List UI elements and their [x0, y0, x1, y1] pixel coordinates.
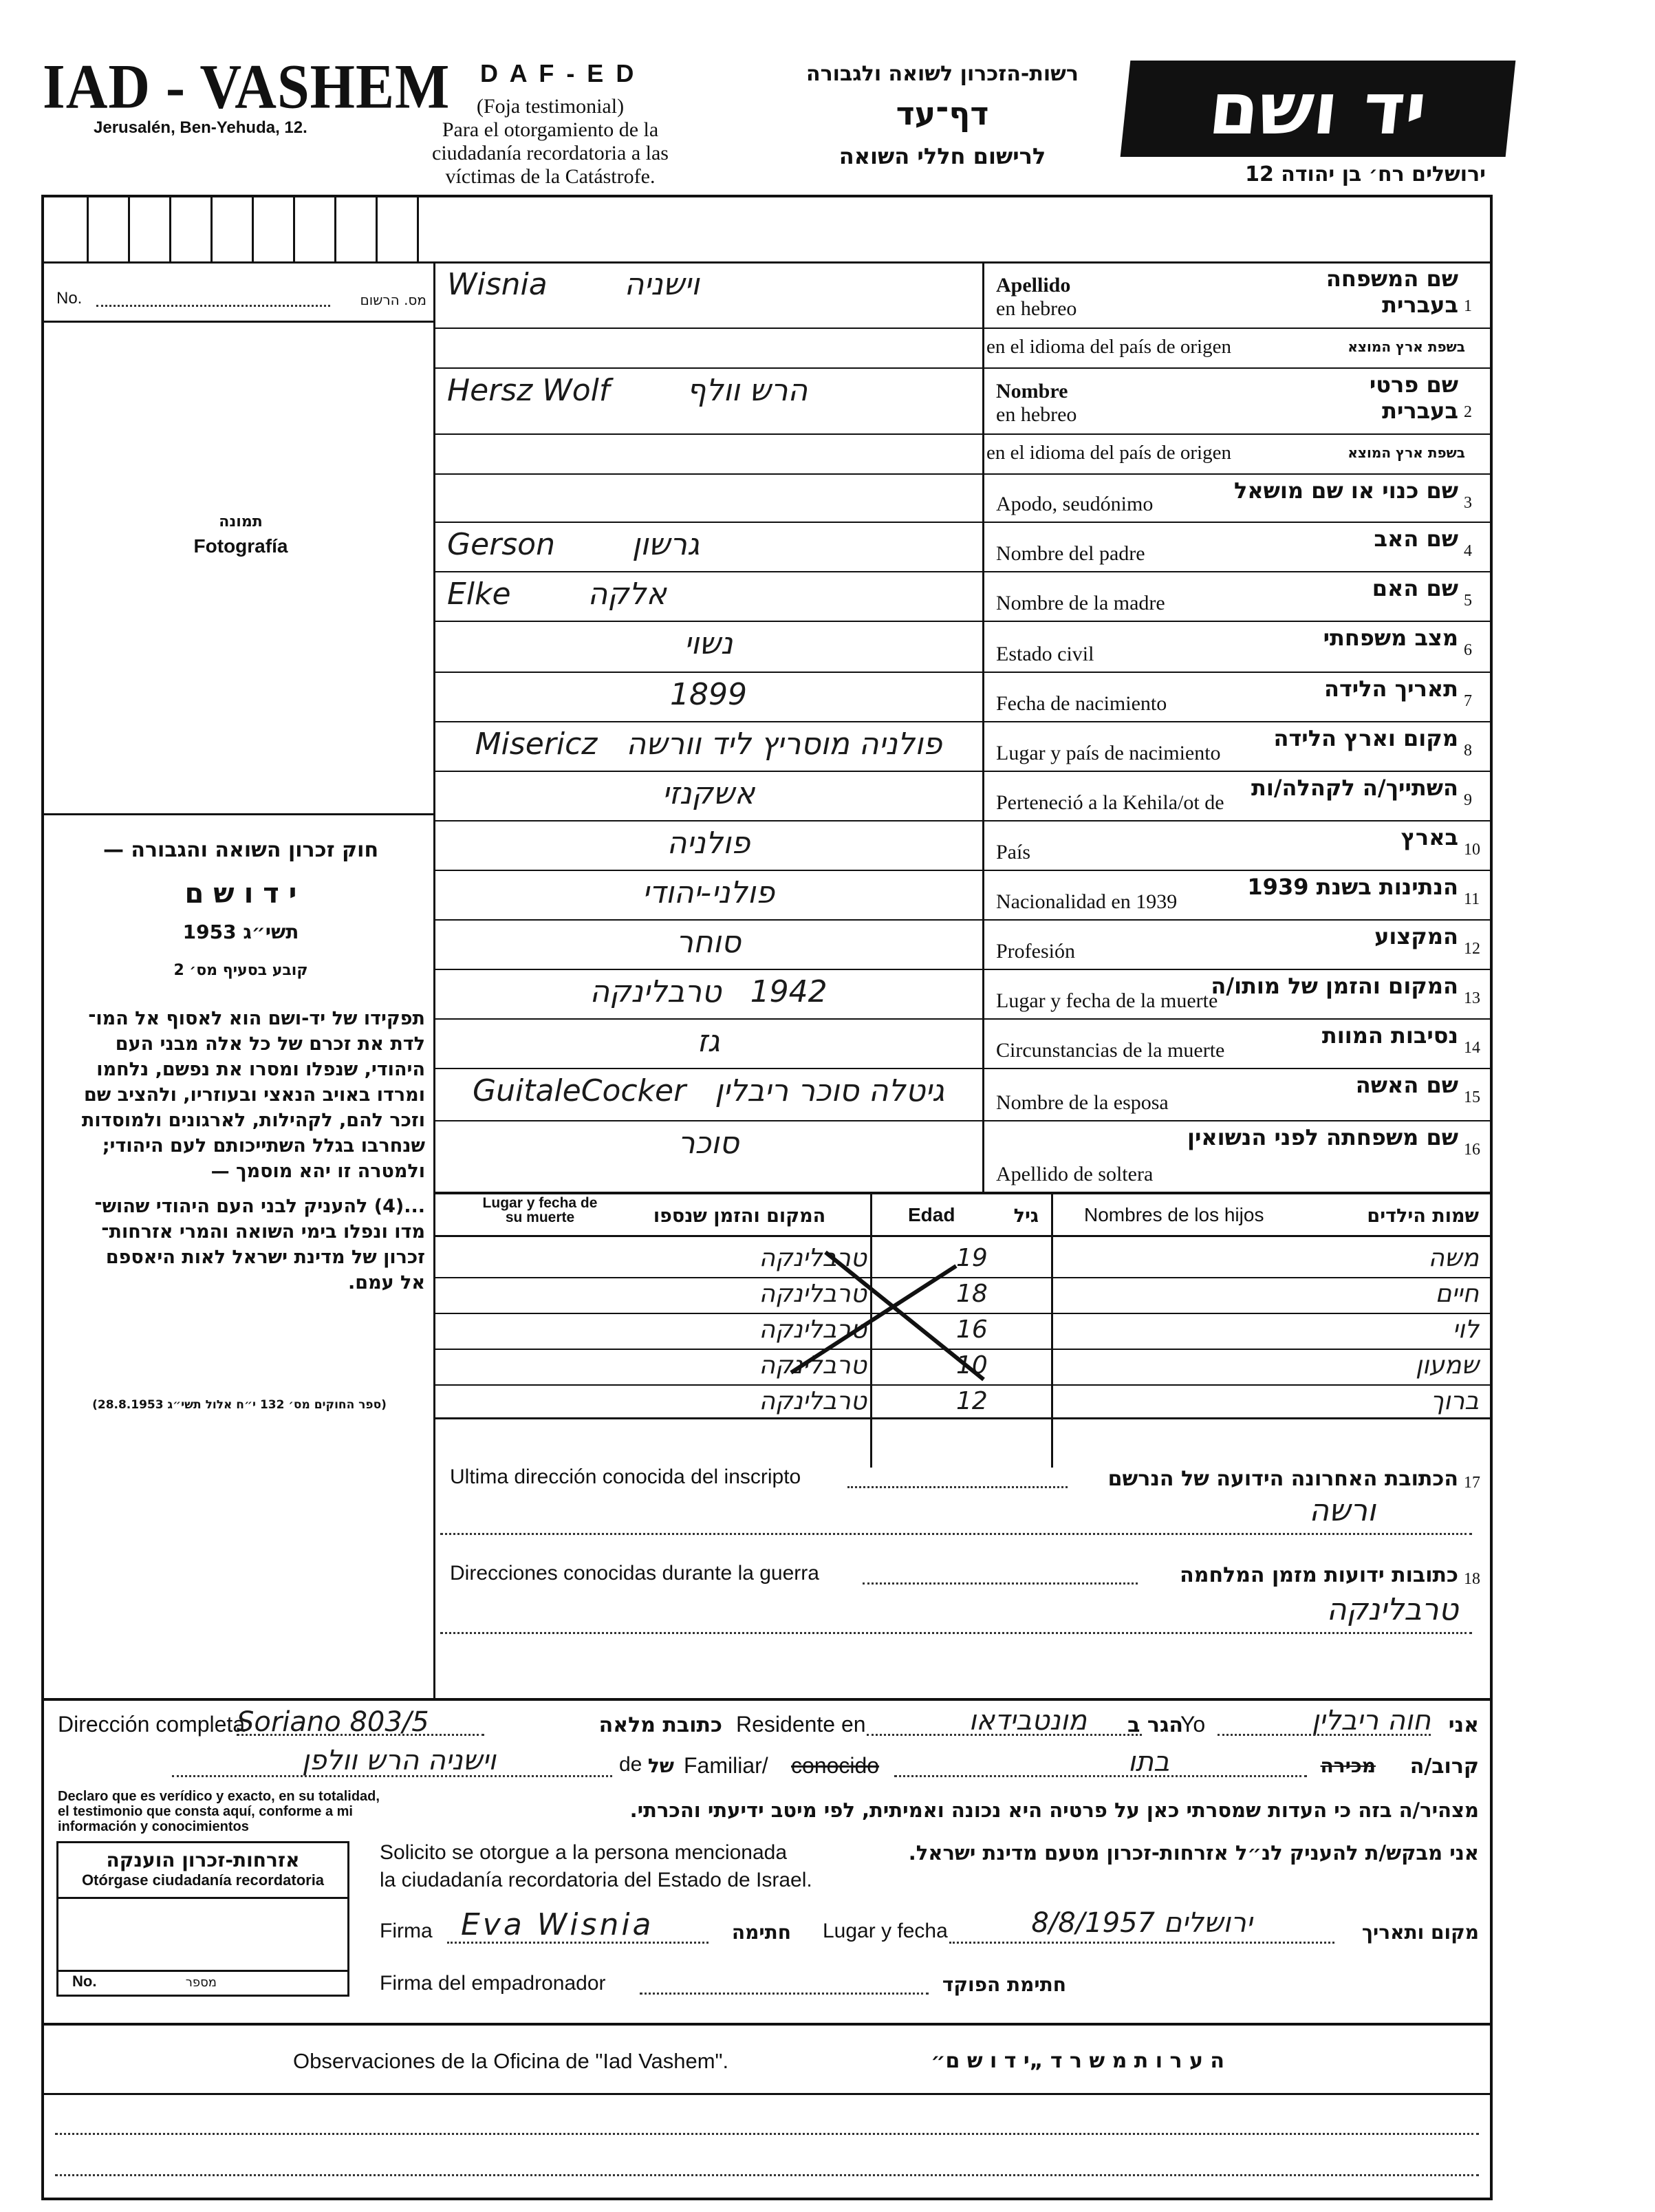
strip-bottom — [41, 261, 1493, 264]
resident-label: Residente en — [736, 1712, 866, 1737]
field-label-es: Nombre de la madre — [996, 592, 1165, 614]
field-row-bottom — [433, 473, 1493, 475]
field-label-he: שם האשה — [1355, 1072, 1458, 1098]
child-name[interactable]: לוי — [1452, 1316, 1479, 1344]
photo-label-he: תמונה — [219, 513, 263, 530]
child-name[interactable]: משה — [1428, 1244, 1479, 1272]
children-cross-mark — [784, 1232, 991, 1397]
field-number: 3 — [1464, 494, 1472, 512]
child-age[interactable]: 10 — [956, 1351, 988, 1379]
form-subtitle-line: víctimas de la Catástrofe. — [445, 165, 656, 188]
field-label-he-origin: בשפת ארץ המוצא — [1348, 444, 1465, 461]
footer-divider — [41, 2093, 1493, 2095]
yo-label: Yo — [1180, 1712, 1206, 1737]
citizenship-stamp-box — [56, 1841, 349, 1997]
makir-label: מכירה — [1320, 1754, 1376, 1777]
field-row-bottom — [433, 771, 1493, 772]
field-row-bottom — [433, 919, 1493, 921]
field-label-es: Nacionalidad en 1939 — [996, 890, 1178, 913]
strip-tick — [252, 195, 254, 261]
child-age[interactable]: 19 — [956, 1244, 988, 1272]
field-label-he-hebrew: בעברית — [1382, 398, 1458, 424]
children-col-age-he: גיל — [1013, 1205, 1039, 1227]
logo: יד ושם — [1121, 61, 1516, 157]
form-code: D A F - E D — [480, 59, 637, 87]
footer-divider-top — [41, 2023, 1493, 2026]
field-label-es: Apodo, seudónimo — [996, 493, 1154, 515]
declaration-es-line: información y conocimientos — [58, 1819, 249, 1834]
law-text — [54, 1006, 425, 1296]
law-text-line: זכרון של מדינת ישראל לאות היאספם — [105, 1247, 425, 1268]
firma-line — [447, 1942, 708, 1944]
field-label-es: Apellido — [996, 274, 1071, 297]
field-label-he: הנתינות בשנת 1939 — [1247, 874, 1458, 900]
frame-bottom — [41, 2198, 1493, 2200]
child-age[interactable]: 18 — [956, 1280, 988, 1308]
declarant-name-value: חוה ריבלין — [1311, 1705, 1431, 1737]
stamp-divider — [58, 1897, 347, 1899]
field-value[interactable]: אשקנזי — [662, 776, 755, 811]
strip-tick — [128, 195, 130, 261]
left-col-divider — [433, 261, 435, 1699]
section-divider — [41, 1698, 1493, 1701]
law-name: י ד ו ש ם — [184, 878, 297, 910]
field-label-he: בארץ — [1400, 824, 1458, 850]
field-number: 15 — [1464, 1088, 1480, 1106]
field-number: 2 — [1464, 403, 1472, 421]
war-address-label: Direcciones conocidas durante la guerra — [450, 1562, 819, 1585]
observations-line-2 — [55, 2174, 1479, 2176]
law-text-line: שנחרבו בגלל השתייכותם לעם היהודי; — [102, 1135, 425, 1157]
registration-no-label: No. — [56, 289, 83, 308]
field-label-es: Circunstancias de la muerte — [996, 1039, 1225, 1062]
frame-right — [1490, 195, 1493, 2200]
children-col-place-es: Lugar y fecha de su muerte — [482, 1195, 598, 1225]
stamp-no-label-he: מספר — [185, 1975, 217, 1990]
declarant-name-line — [1218, 1734, 1431, 1736]
law-text-line: ...(4) להעניק לבני העם היהודי שהוש־ — [94, 1196, 425, 1217]
field-label-es: Profesión — [996, 940, 1075, 963]
observations-label: Observaciones de la Oficina de "Iad Vashem". — [293, 2049, 729, 2073]
children-col-age-es: Edad — [908, 1204, 955, 1225]
field-number: 9 — [1464, 791, 1472, 809]
declaration-es-line: Declaro que es verídico y exacto, en su totalidad, — [58, 1789, 380, 1804]
field-label-es-origin: en el idioma del país de origen — [986, 336, 1231, 358]
child-death-place[interactable]: טרבלינקה — [759, 1244, 867, 1272]
familiar-label: Familiar/ — [684, 1753, 768, 1778]
children-table-top — [433, 1192, 1493, 1194]
law-text-line: תפקידו של יד-ושם הוא לאסוף אל המו־ — [88, 1008, 425, 1029]
strip-tick — [334, 195, 336, 261]
law-title: חוק זכרון השואה והגבורה — — [102, 838, 379, 862]
lugar-line — [949, 1942, 1334, 1944]
child-age[interactable]: 16 — [956, 1316, 988, 1344]
field-label-es-hebrew: en hebreo — [996, 297, 1077, 320]
field-label-he: שם האב — [1374, 526, 1458, 552]
field-label-he: שם פרטי — [1369, 372, 1458, 398]
field-label-es: Nombre — [996, 380, 1068, 402]
field-row-bottom — [433, 522, 1493, 523]
field-number: 7 — [1464, 692, 1472, 710]
field-row-bottom — [433, 870, 1493, 871]
field-number: 10 — [1464, 841, 1480, 859]
field-row-bottom — [433, 969, 1493, 970]
field-number: 8 — [1464, 742, 1472, 760]
field-row-bottom — [433, 672, 1493, 673]
declaration-es-line: el testimonio que consta aquí, conforme a mi — [58, 1804, 353, 1819]
children-table-bottom — [433, 1417, 1493, 1419]
child-age[interactable]: 12 — [956, 1387, 988, 1415]
children-col-name-es: Nombres de los hijos — [1084, 1204, 1264, 1225]
last-address-label-he: הכתובת האחרונה הידועה של הנרשם — [1107, 1467, 1458, 1491]
he-authority: רשות-הזכרון לשואה ולגבורה — [806, 62, 1079, 86]
field-row-bottom — [433, 1068, 1493, 1069]
field-subrow-divider — [433, 433, 1493, 435]
field-value[interactable]: GuitaleCocker גיטלה סוכר ריבלין — [473, 1073, 944, 1108]
field-label-es: Apellido de soltera — [996, 1163, 1154, 1185]
empadronador-line — [640, 1993, 929, 1995]
last-address-label: Ultima dirección conocida del inscripto — [450, 1465, 801, 1488]
war-address-value: טרבלינקה — [1326, 1592, 1458, 1627]
observations-line-1 — [55, 2133, 1479, 2135]
child-name[interactable]: חיים — [1435, 1280, 1479, 1308]
lugar-label-he: מקום ותאריך — [1361, 1921, 1479, 1944]
full-address-label: Dirección completa — [58, 1712, 246, 1737]
last-address-line — [847, 1486, 1068, 1488]
field-label-es: País — [996, 841, 1031, 863]
field-number: 4 — [1464, 542, 1472, 560]
field-value[interactable]: Hersz Wolf הרש וולף — [447, 373, 808, 408]
child-death-place[interactable]: טרבלינקה — [759, 1387, 867, 1415]
field-number: 1 — [1464, 297, 1472, 315]
field-label-he: השתייך/ה לקהלה/ות — [1251, 775, 1458, 801]
field-row-bottom — [433, 1120, 1493, 1121]
field-row-bottom — [433, 721, 1493, 722]
field-row-bottom — [433, 621, 1493, 622]
field-label-he: שם משפחתה לפני הנשואין — [1187, 1124, 1458, 1150]
field-number: 14 — [1464, 1039, 1480, 1057]
law-year: תשי״ג 1953 — [182, 921, 299, 943]
relation-label-he: קרוב/ה — [1409, 1754, 1479, 1779]
field-value[interactable]: גז — [697, 1024, 720, 1059]
field-value[interactable]: 1899 — [670, 677, 747, 712]
field-value[interactable]: Elke אלקה — [447, 577, 667, 612]
strip-tick — [87, 195, 89, 261]
field-row-bottom — [433, 1018, 1493, 1020]
photo-box-top — [41, 321, 435, 323]
field-value[interactable]: סוכר — [678, 1126, 739, 1161]
full-address-value: Soriano 803/5 — [237, 1706, 429, 1738]
relation-value: בתו — [1127, 1746, 1170, 1778]
lugar-value: ירושלים 8/8/1957 — [1031, 1907, 1253, 1939]
field-label-he: מצב משפחתי — [1323, 625, 1458, 651]
he-form-title: דף־עד — [896, 95, 989, 132]
form-subtitle-line: ciudadanía recordatoria a las — [432, 142, 669, 164]
full-address-line — [237, 1734, 484, 1736]
field-label-es-origin: en el idioma del país de origen — [986, 442, 1231, 464]
field-row-bottom — [433, 367, 1493, 369]
child-name[interactable]: שמעון — [1415, 1351, 1479, 1379]
stamp-title-es: Otórgase ciudadanía recordatoria — [81, 1871, 325, 1889]
child-death-place[interactable]: טרבלינקה — [759, 1280, 867, 1308]
field-value[interactable]: Wisnia וישניה — [447, 267, 700, 302]
field-label-he: נסיבות המוות — [1321, 1022, 1458, 1049]
field-value[interactable]: סוחר — [675, 925, 742, 960]
firma-value: Eva Wisnia — [461, 1907, 654, 1942]
law-text-line: אל עמם. — [348, 1272, 425, 1293]
form-subtitle — [385, 95, 715, 189]
field-number: 5 — [1464, 592, 1472, 610]
field-value[interactable]: פולני-יהודי — [642, 875, 775, 910]
frame-top — [41, 195, 1493, 197]
field-number: 16 — [1464, 1141, 1480, 1159]
field-label-he: שם המשפחה — [1326, 266, 1458, 292]
field-value[interactable]: 1942 טרבלינקה — [589, 974, 828, 1009]
full-address-label-he: כתובת מלאה — [598, 1713, 722, 1737]
registration-no-line — [96, 305, 330, 307]
children-col-divider-2 — [1051, 1192, 1053, 1468]
firma-label: Firma — [380, 1920, 433, 1942]
field-label-es-hebrew: en hebreo — [996, 403, 1077, 426]
field-row-bottom — [433, 571, 1493, 572]
strip-tick — [293, 195, 295, 261]
last-address-line-2 — [440, 1533, 1472, 1535]
field-number: 11 — [1464, 890, 1480, 908]
law-clause: קובע בסעיף מס׳ 2 — [173, 962, 308, 979]
field-value[interactable]: נשוי — [684, 626, 733, 661]
children-col-place-he: המקום והזמן שנספו — [653, 1205, 826, 1227]
field-label-es: Estado civil — [996, 643, 1094, 665]
field-col-divider — [982, 261, 984, 1194]
stamp-title-he: אזרחות-זכרון הוענקה — [106, 1849, 300, 1871]
law-text-line: לדת את זכרם של כל אלה מבני העם — [115, 1033, 425, 1055]
field-label-he: המקום והזמן של מותו/ה — [1211, 973, 1458, 999]
war-address-line-2 — [440, 1632, 1472, 1634]
request-es-1: Solicito se otorgue a la persona mencionada — [380, 1841, 788, 1864]
relative-name-value: וישניה הרש וולפן — [301, 1745, 497, 1776]
he-purpose: לרישום חללי השואה — [839, 143, 1046, 169]
law-text-line: מדו ונפלו בימי השואה והמרי אזרחות־ — [101, 1221, 425, 1243]
law-reference: (ספר החוקים מס׳ 132 י״ח אלול תשי״ג 28.8.1953) — [92, 1398, 387, 1412]
child-death-place[interactable]: טרבלינקה — [759, 1316, 867, 1344]
field-label-es: Perteneció a la Kehila/ot de — [996, 791, 1224, 814]
war-address-line — [863, 1582, 1138, 1585]
field-label-es: Fecha de nacimiento — [996, 692, 1167, 715]
relative-name-line — [172, 1775, 612, 1777]
org-title: IAD - VASHEM — [43, 52, 451, 122]
he-address: ירושלים רח׳ בן יהודה 12 — [1245, 162, 1486, 186]
last-address-value: ורשה — [1309, 1493, 1376, 1528]
registration-no-label-he: מס. הרשום — [360, 292, 426, 308]
field-label-he: המקצוע — [1374, 923, 1458, 949]
photo-label: Fotografía — [193, 535, 288, 557]
field-number-17: 17 — [1464, 1474, 1480, 1492]
field-label-es: Nombre del padre — [996, 542, 1145, 565]
field-value[interactable]: Misericz פולניה מוסריץ ליד וורשה — [475, 727, 942, 762]
field-label-he-hebrew: בעברית — [1382, 292, 1458, 318]
field-number: 13 — [1464, 989, 1480, 1007]
strip-tick — [210, 195, 213, 261]
law-text-line: היהודי, שנפלו ומסרו את נפשם, נלחמו — [96, 1059, 425, 1080]
observations-label-he: ה ע ר ו ת מ ש ר ד „י ד ו ש ם״ — [931, 2049, 1224, 2073]
field-number-18: 18 — [1464, 1570, 1480, 1588]
field-label-he: שם האם — [1372, 575, 1458, 601]
child-name[interactable]: ברוך — [1430, 1387, 1479, 1415]
field-row-bottom — [433, 820, 1493, 822]
lives-label-he: הגר ב — [1127, 1713, 1183, 1737]
field-value[interactable]: פולניה — [667, 826, 750, 861]
shel-label: של — [647, 1754, 674, 1777]
stamp-no-label: No. — [72, 1973, 97, 1990]
law-text-line: ומרדו באויב הנאצי ובעוזריו, ולהציב שם — [83, 1084, 425, 1106]
frame-left — [41, 195, 44, 2200]
empadronador-label: Firma del empadronador — [380, 1972, 606, 1995]
relation-line — [894, 1775, 1307, 1777]
resident-value: מונטבידאו — [969, 1705, 1087, 1737]
field-subrow-divider — [433, 327, 1493, 329]
form-subtitle-line: (Foja testimonial) — [476, 95, 625, 118]
field-label-he-origin: בשפת ארץ המוצא — [1348, 339, 1465, 355]
form-subtitle-line: Para el otorgamiento de la — [442, 118, 659, 141]
strip-tick — [169, 195, 171, 261]
field-label-he: מקום וארץ הלידה — [1273, 725, 1458, 751]
stamp-divider — [58, 1970, 347, 1972]
field-label-es: Nombre de la esposa — [996, 1091, 1169, 1114]
war-address-label-he: כתובות ידועות מזמן המלחמה — [1180, 1563, 1458, 1587]
ani-label: אני — [1448, 1713, 1479, 1737]
declaration-he: מצהיר/ה בזה כי העדות שמסרתי כאן על פרטיה היא נכונה ואמיתית, לפי מיטב ידיעתי והכרתי. — [629, 1798, 1479, 1822]
org-address: Jerusalén, Ben-Yehuda, 12. — [94, 118, 307, 137]
field-label-es: Lugar y país de nacimiento — [996, 742, 1221, 764]
declaration-es — [58, 1789, 380, 1834]
children-col-name-he: שמות הילדים — [1367, 1205, 1479, 1227]
field-label-he: שם כנוי או שם מושאל — [1233, 477, 1458, 504]
strip-tick — [376, 195, 378, 261]
chatima-label: חתימה — [731, 1921, 791, 1944]
request-he: אני מבקש/ת להעניק לנ״ל אזרחות-זכרון מטעם מדינת ישראל. — [908, 1841, 1479, 1865]
de-label: de — [619, 1753, 642, 1776]
lugar-label: Lugar y fecha — [823, 1920, 948, 1942]
resident-line — [867, 1734, 1142, 1736]
field-number: 12 — [1464, 940, 1480, 958]
photo-box-bottom — [41, 813, 435, 815]
field-label-es: Lugar y fecha de la muerte — [996, 989, 1218, 1012]
empadronador-label-he: חתימת הפוקד — [942, 1973, 1066, 1996]
strip-tick — [417, 195, 419, 261]
request-es-2: la ciudadanía recordatoria del Estado de Israel. — [380, 1869, 812, 1891]
field-label-he: תאריך הלידה — [1323, 676, 1458, 702]
law-text-line: וזכר להם, לקהילות, לארגונים ולמוסדות — [81, 1110, 425, 1131]
conocido-label: conocido — [791, 1753, 880, 1778]
field-number: 6 — [1464, 641, 1472, 659]
child-death-place[interactable]: טרבלינקה — [759, 1351, 867, 1379]
field-value[interactable]: Gerson גרשון — [447, 527, 700, 562]
law-text-line: ולמטרה זו יהא מוסמך — — [210, 1161, 425, 1182]
